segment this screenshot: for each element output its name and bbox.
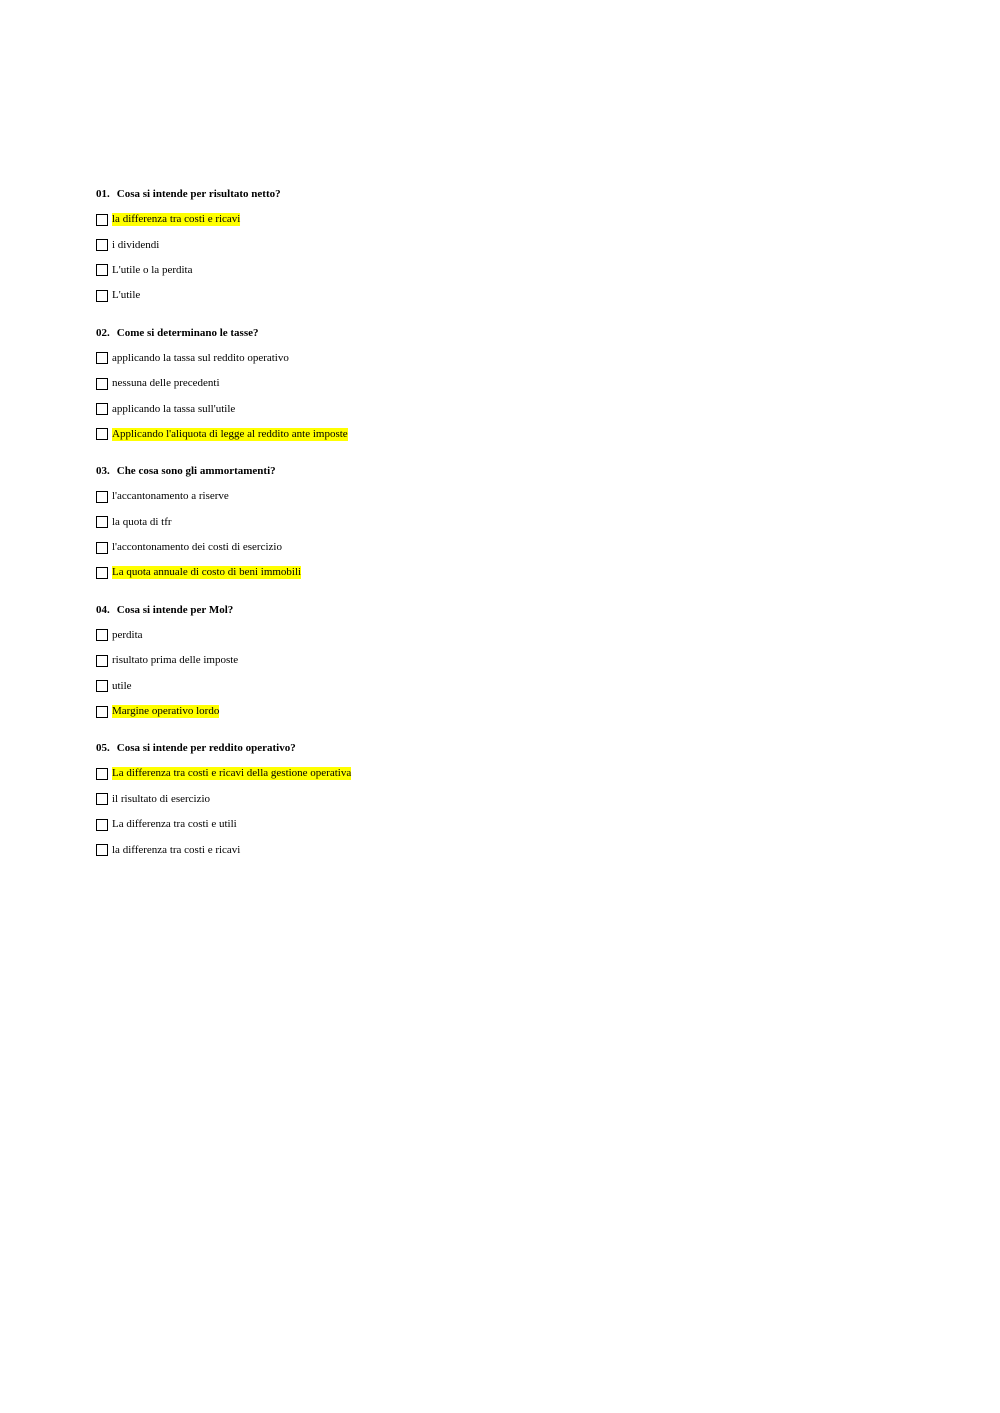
question-text: Cosa si intende per risultato netto? bbox=[116, 188, 281, 200]
question-number: 01. bbox=[96, 188, 110, 200]
question-1 bbox=[96, 186, 796, 309]
answer-checkbox[interactable] bbox=[96, 239, 108, 251]
answer-checkbox[interactable] bbox=[96, 706, 108, 718]
question-number: 03. bbox=[96, 465, 110, 478]
question-number: 02. bbox=[96, 326, 110, 339]
answer-checkbox[interactable] bbox=[96, 516, 108, 528]
answer-option[interactable] bbox=[96, 207, 796, 232]
question-title bbox=[96, 740, 796, 756]
answer-label: perdita bbox=[112, 628, 143, 641]
question-number: 05. bbox=[96, 742, 110, 755]
answer-label: l'accontonamento dei costi di esercizio bbox=[112, 541, 282, 554]
answer-option[interactable] bbox=[96, 371, 796, 396]
answer-label: nessuna delle precedenti bbox=[112, 377, 220, 390]
answer-label: L'utile bbox=[112, 289, 141, 302]
answer-checkbox[interactable] bbox=[96, 214, 108, 226]
answer-option[interactable] bbox=[96, 510, 796, 535]
answer-label: l'accantonamento a riserve bbox=[112, 490, 229, 503]
question-5 bbox=[96, 740, 796, 863]
answer-option[interactable] bbox=[96, 761, 796, 786]
answer-label-highlighted: la differenza tra costi e ricavi bbox=[112, 213, 241, 226]
answer-option[interactable] bbox=[96, 484, 796, 509]
answer-option[interactable] bbox=[96, 812, 796, 837]
answer-label-highlighted: Applicando l'aliquota di legge al reddito ante imposte bbox=[112, 427, 348, 440]
answer-label: il risultato di esercizio bbox=[112, 792, 211, 805]
answer-checkbox[interactable] bbox=[96, 655, 108, 667]
answer-option[interactable] bbox=[96, 623, 796, 648]
question-text: Cosa si intende per reddito operativo? bbox=[116, 742, 296, 755]
answer-option[interactable] bbox=[96, 422, 796, 447]
answer-option[interactable] bbox=[96, 673, 796, 698]
answer-option[interactable] bbox=[96, 283, 796, 308]
question-title bbox=[96, 602, 796, 618]
question-number: 04. bbox=[96, 603, 110, 616]
question-title bbox=[96, 463, 796, 479]
answer-option[interactable] bbox=[96, 560, 796, 585]
answer-checkbox[interactable] bbox=[96, 542, 108, 554]
question-4 bbox=[96, 602, 796, 725]
answer-option[interactable] bbox=[96, 232, 796, 257]
answer-label: utile bbox=[112, 679, 132, 692]
question-title bbox=[96, 325, 796, 341]
question-2 bbox=[96, 325, 796, 448]
answer-label-highlighted: Margine operativo lordo bbox=[112, 705, 220, 718]
answer-label: L'utile o la perdita bbox=[112, 263, 193, 276]
answer-checkbox[interactable] bbox=[96, 844, 108, 856]
answer-label: applicando la tassa sul reddito operativo bbox=[112, 351, 289, 364]
answer-checkbox[interactable] bbox=[96, 567, 108, 579]
question-3 bbox=[96, 463, 796, 586]
answer-checkbox[interactable] bbox=[96, 768, 108, 780]
answer-option[interactable] bbox=[96, 787, 796, 812]
answer-label: la quota di tfr bbox=[112, 515, 172, 528]
answer-option[interactable] bbox=[96, 699, 796, 724]
answer-option[interactable] bbox=[96, 396, 796, 421]
answer-checkbox[interactable] bbox=[96, 428, 108, 440]
answer-label-highlighted: La differenza tra costi e ricavi della gestione operativa bbox=[112, 767, 352, 780]
answer-option[interactable] bbox=[96, 535, 796, 560]
answer-option[interactable] bbox=[96, 258, 796, 283]
answer-checkbox[interactable] bbox=[96, 378, 108, 390]
answer-label: la differenza tra costi e ricavi bbox=[112, 843, 241, 856]
question-text: Cosa si intende per Mol? bbox=[116, 603, 234, 616]
answer-label: i dividendi bbox=[112, 238, 160, 251]
question-title bbox=[96, 186, 796, 202]
answer-checkbox[interactable] bbox=[96, 352, 108, 364]
answer-option[interactable] bbox=[96, 346, 796, 371]
answer-label-highlighted: La quota annuale di costo di beni immobili bbox=[112, 566, 302, 579]
answer-checkbox[interactable] bbox=[96, 290, 108, 302]
answer-option[interactable] bbox=[96, 648, 796, 673]
answer-checkbox[interactable] bbox=[96, 680, 108, 692]
answer-checkbox[interactable] bbox=[96, 403, 108, 415]
question-text: Che cosa sono gli ammortamenti? bbox=[116, 465, 276, 478]
answer-option[interactable] bbox=[96, 837, 796, 862]
quiz-document bbox=[96, 186, 796, 879]
answer-checkbox[interactable] bbox=[96, 491, 108, 503]
answer-checkbox[interactable] bbox=[96, 819, 108, 831]
question-text: Come si determinano le tasse? bbox=[116, 326, 259, 339]
answer-checkbox[interactable] bbox=[96, 264, 108, 276]
answer-label: applicando la tassa sull'utile bbox=[112, 402, 236, 415]
answer-checkbox[interactable] bbox=[96, 629, 108, 641]
answer-label: risultato prima delle imposte bbox=[112, 654, 239, 667]
answer-label: La differenza tra costi e utili bbox=[112, 818, 237, 831]
answer-checkbox[interactable] bbox=[96, 793, 108, 805]
